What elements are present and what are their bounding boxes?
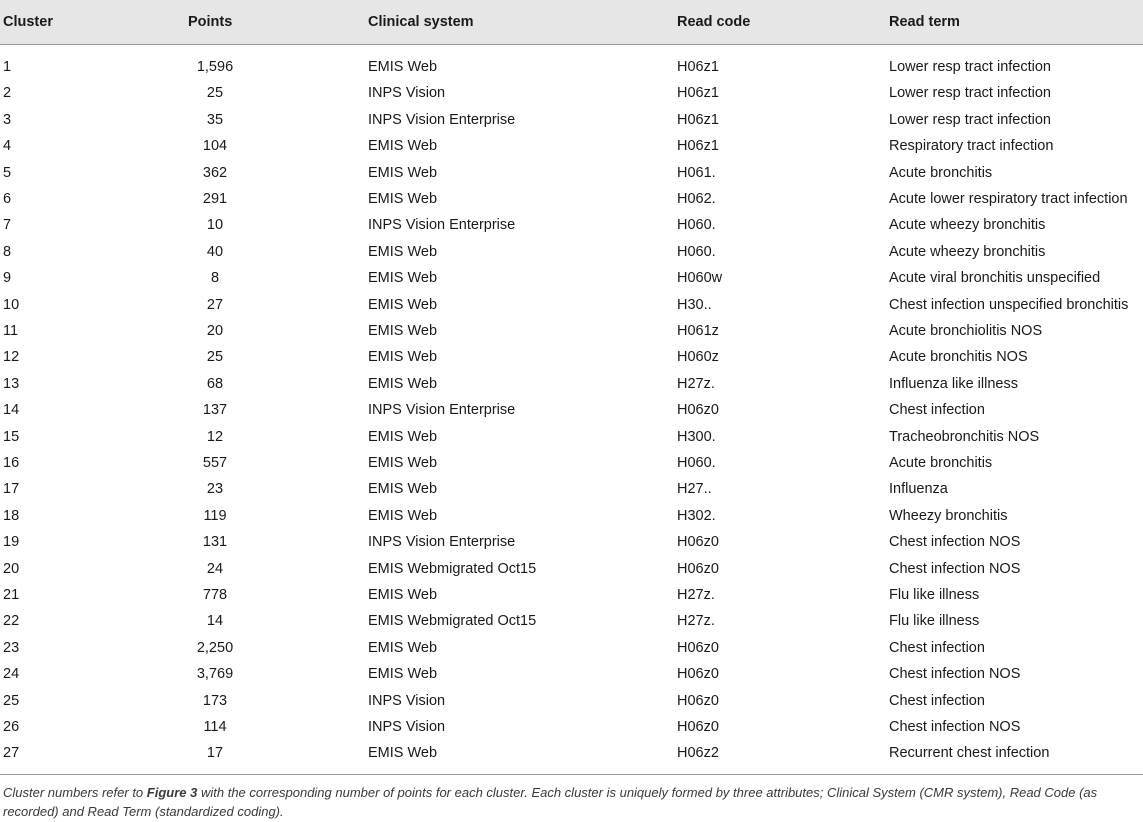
table-row (0, 177, 1143, 207)
cell-points: 24 (206, 560, 224, 577)
cell-clinical-system: EMIS Web (368, 323, 438, 339)
cell-points: 27 (206, 296, 224, 313)
cell-read-term: Acute viral bronchitis unspecified (889, 270, 1101, 287)
cell-cluster: 3 (3, 111, 12, 128)
header-points: Points (188, 14, 233, 30)
cell-read-code: H27z. (677, 375, 715, 392)
cell-read-code: H302. (677, 507, 716, 524)
table-row (0, 599, 1143, 630)
cell-clinical-system: EMIS Web (368, 507, 438, 524)
cell-clinical-system: EMIS Web (368, 375, 438, 392)
table-row (0, 573, 1143, 603)
cell-cluster: 22 (3, 613, 20, 630)
table-bottom-divider (0, 774, 1143, 775)
cell-cluster: 26 (3, 719, 20, 735)
cell-cluster: 7 (3, 217, 12, 234)
table-row (0, 362, 1143, 392)
cell-clinical-system: INPS Vision Enterprise (368, 217, 516, 234)
cell-cluster: 24 (3, 666, 20, 683)
cell-points: 68 (206, 375, 224, 392)
cell-points: 17 (206, 745, 224, 762)
cell-read-code: H06z0 (677, 639, 719, 656)
cell-clinical-system: EMIS Web (368, 138, 438, 155)
cell-cluster: 11 (3, 323, 19, 339)
header-cluster: Cluster (3, 14, 53, 30)
cell-points: 8 (210, 270, 220, 287)
cell-read-code: H060w (677, 270, 723, 287)
cell-clinical-system: EMIS Web (368, 428, 438, 445)
table-row (0, 309, 1143, 339)
cell-read-code: H060. (677, 455, 716, 471)
cell-read-term: Chest infection NOS (889, 719, 1021, 735)
cell-points: 3,769 (196, 666, 234, 683)
cell-cluster: 21 (3, 587, 20, 603)
cell-clinical-system: EMIS Web (368, 349, 438, 366)
cell-points: 35 (206, 111, 224, 128)
cell-clinical-system: EMIS Web (368, 639, 438, 656)
table-row (0, 679, 1143, 709)
cell-clinical-system: EMIS Web (368, 745, 438, 762)
cell-points: 14 (206, 613, 224, 630)
cell-points: 10 (206, 217, 224, 234)
caption-figure-ref: Figure 3 (146, 785, 198, 800)
cell-clinical-system: EMIS Web (368, 243, 438, 260)
header-clinical-system: Clinical system (368, 14, 474, 30)
cell-clinical-system: EMIS Web (368, 481, 438, 498)
cell-points: 104 (202, 138, 228, 155)
cell-clinical-system: EMIS Webmigrated Oct15 (368, 560, 537, 577)
cell-points: 557 (202, 455, 228, 471)
table-row (0, 151, 1143, 181)
table-caption (3, 783, 1141, 821)
cell-read-term: Acute lower respiratory tract infection (889, 191, 1128, 207)
cell-read-code: H06z1 (677, 85, 719, 102)
cell-clinical-system: INPS Vision (368, 719, 446, 735)
cell-read-code: H27.. (677, 481, 712, 498)
cell-read-term: Chest infection (889, 692, 985, 709)
table-row (0, 652, 1143, 683)
cell-clinical-system: EMIS Web (368, 666, 438, 683)
cell-read-term: Acute wheezy bronchitis (889, 217, 1046, 234)
table-header (0, 0, 1143, 44)
cell-read-term: Acute bronchitis (889, 455, 993, 471)
cell-read-code: H06z0 (677, 534, 719, 551)
cell-points: 12 (206, 428, 224, 445)
cell-cluster: 10 (3, 296, 20, 313)
table-row (0, 230, 1143, 260)
cell-read-term: Acute bronchiolitis NOS (889, 323, 1043, 339)
cell-read-term: Respiratory tract infection (889, 138, 1054, 155)
cell-points: 20 (206, 323, 224, 339)
cell-read-code: H06z1 (677, 111, 719, 128)
cell-points: 291 (202, 191, 228, 207)
cell-points: 40 (206, 243, 224, 260)
table-row (0, 71, 1143, 102)
cell-clinical-system: EMIS Web (368, 191, 438, 207)
cell-cluster: 6 (3, 191, 12, 207)
table-row (0, 441, 1143, 471)
cell-read-term: Chest infection NOS (889, 666, 1021, 683)
cell-read-code: H061z (677, 323, 719, 339)
cell-points: 131 (202, 534, 228, 551)
cell-cluster: 15 (3, 428, 20, 445)
caption-text-after: with the corresponding number of points for each cluster. Each cluster is uniquely formed by three attributes; Clinical System (CMR system), Read Code (as recorded) and Read Term (standardized coding). (3, 785, 1098, 819)
table-row (0, 335, 1143, 366)
cell-points: 173 (202, 692, 228, 709)
cell-read-code: H061. (677, 164, 716, 181)
cell-read-term: Wheezy bronchitis (889, 507, 1008, 524)
cell-cluster: 12 (3, 349, 20, 366)
cell-cluster: 9 (3, 270, 12, 287)
cell-clinical-system: INPS Vision (368, 692, 446, 709)
table-row (0, 547, 1143, 577)
table-row (0, 45, 1143, 75)
table-row (0, 520, 1143, 551)
cell-clinical-system: INPS Vision Enterprise (368, 534, 516, 551)
cell-cluster: 14 (3, 402, 20, 419)
cell-cluster: 17 (3, 481, 20, 498)
cell-read-term: Acute wheezy bronchitis (889, 243, 1046, 260)
cell-read-code: H06z1 (677, 138, 719, 155)
cell-cluster: 20 (3, 560, 20, 577)
cell-read-term: Recurrent chest infection (889, 745, 1050, 762)
table-row (0, 256, 1143, 287)
cell-clinical-system: EMIS Web (368, 59, 438, 75)
cell-points: 362 (202, 164, 228, 181)
table-row (0, 467, 1143, 498)
cell-cluster: 8 (3, 243, 12, 260)
cell-read-term: Chest infection unspecified bronchitis (889, 296, 1129, 313)
table-row (0, 494, 1143, 524)
cell-read-code: H06z0 (677, 402, 719, 419)
cell-read-term: Chest infection NOS (889, 534, 1021, 551)
cell-cluster: 19 (3, 534, 20, 551)
cell-read-term: Flu like illness (889, 587, 980, 603)
cell-read-code: H060. (677, 243, 716, 260)
cell-points: 137 (202, 402, 228, 419)
cell-read-term: Lower resp tract infection (889, 59, 1051, 75)
cell-points: 119 (203, 507, 227, 524)
cell-read-term: Tracheobronchitis NOS (889, 428, 1040, 445)
table-row (0, 626, 1143, 656)
cell-cluster: 16 (3, 455, 20, 471)
cell-clinical-system: EMIS Web (368, 455, 438, 471)
cell-clinical-system: INPS Vision Enterprise (368, 111, 516, 128)
cell-points: 2,250 (196, 639, 234, 656)
cell-clinical-system: EMIS Web (368, 270, 438, 287)
cell-read-code: H06z0 (677, 560, 719, 577)
cell-read-code: H30.. (677, 296, 712, 313)
cell-points: 23 (206, 481, 224, 498)
cell-read-code: H27z. (677, 613, 715, 630)
cell-clinical-system: INPS Vision Enterprise (368, 402, 516, 419)
table-row (0, 415, 1143, 445)
header-read-term: Read term (889, 14, 960, 30)
cell-cluster: 18 (3, 507, 20, 524)
cell-read-code: H06z0 (677, 719, 719, 735)
cell-cluster: 2 (3, 85, 12, 102)
cell-read-term: Chest infection (889, 402, 985, 419)
cell-read-term: Chest infection (889, 639, 985, 656)
table-row (0, 283, 1143, 313)
table-row (0, 705, 1143, 735)
cell-read-code: H06z2 (677, 745, 719, 762)
cell-read-code: H06z0 (677, 666, 719, 683)
cell-points: 1,596 (196, 59, 234, 75)
cell-read-term: Influenza like illness (889, 375, 1018, 392)
cell-read-code: H27z. (677, 587, 715, 603)
cell-cluster: 25 (3, 692, 20, 709)
cell-points: 778 (202, 587, 228, 603)
cell-cluster: 23 (3, 639, 20, 656)
cell-cluster: 1 (3, 59, 12, 75)
header-read-code: Read code (677, 14, 751, 30)
cell-cluster: 13 (3, 375, 20, 392)
cell-read-term: Acute bronchitis (889, 164, 993, 181)
table-row (0, 388, 1143, 419)
cell-read-term: Lower resp tract infection (889, 85, 1051, 102)
cell-clinical-system: EMIS Web (368, 164, 438, 181)
table-row (0, 203, 1143, 234)
cell-cluster: 27 (3, 745, 20, 762)
cell-clinical-system: EMIS Webmigrated Oct15 (368, 613, 537, 630)
table-row (0, 731, 1143, 762)
cell-points: 25 (206, 349, 224, 366)
cell-points: 114 (203, 719, 227, 735)
cell-read-code: H300. (677, 428, 716, 445)
cell-clinical-system: EMIS Web (368, 296, 438, 313)
cell-clinical-system: EMIS Web (368, 587, 438, 603)
table-row (0, 98, 1143, 128)
cell-read-code: H062. (677, 191, 716, 207)
table-row (0, 124, 1143, 155)
cell-points: 25 (206, 85, 224, 102)
cell-read-code: H060z (677, 349, 719, 366)
cell-read-code: H06z1 (677, 59, 719, 75)
cell-read-term: Acute bronchitis NOS (889, 349, 1028, 366)
cell-clinical-system: INPS Vision (368, 85, 446, 102)
cell-read-term: Flu like illness (889, 613, 980, 630)
cell-read-term: Influenza (889, 481, 948, 498)
cell-read-code: H06z0 (677, 692, 719, 709)
cell-read-term: Lower resp tract infection (889, 111, 1051, 128)
cell-cluster: 5 (3, 164, 12, 181)
caption-text-before: Cluster numbers refer to (3, 785, 147, 800)
cell-cluster: 4 (3, 138, 12, 155)
cell-read-term: Chest infection NOS (889, 560, 1021, 577)
cell-read-code: H060. (677, 217, 716, 234)
